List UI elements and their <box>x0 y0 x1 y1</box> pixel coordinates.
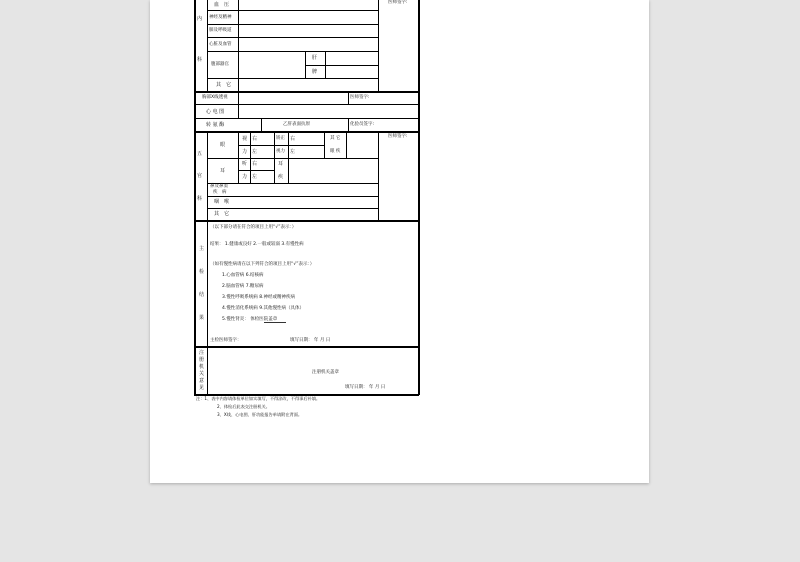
five-senses-signature: 医师签字: <box>388 134 408 139</box>
label-eye: 眼 <box>220 142 226 148</box>
label-ear-disease-1: 耳 <box>278 161 284 167</box>
chronic-item-4: 4.慢性消化系统病 9.其他慢性病（具体） <box>222 306 305 311</box>
lab-signature: 化验员签字: <box>350 122 375 127</box>
chronic-item-2: 2.脑血管病 7.糖尿病 <box>222 284 264 289</box>
label-right-ear: 右 <box>252 161 258 167</box>
five-senses-label-3: 科 <box>197 196 203 202</box>
label-other-eye-2: 眼 疾 <box>330 149 341 154</box>
chief-doctor-signature: 主检医师签字： <box>210 338 242 343</box>
label-hepatitis-b: 乙肝表面抗原 <box>283 122 310 127</box>
internal-section-label: 内 <box>197 16 203 22</box>
label-hearing-1: 听 <box>242 161 248 167</box>
registry-label-5: 意 <box>199 378 205 384</box>
conclusion-note-1: （以下部分请在符合的项目上用“√”表示：） <box>210 225 297 230</box>
label-corrected-left: 左 <box>290 149 296 155</box>
row-label-neuro: 神经及精神 <box>209 15 232 20</box>
label-ear-disease-2: 疾 <box>278 174 284 180</box>
row-label-heart: 心脏及血管 <box>209 42 232 47</box>
label-throat: 咽 喉 <box>214 199 230 205</box>
conclusion-date: 填写日期： 年 月 日 <box>290 338 331 343</box>
label-spleen: 脾 <box>312 69 318 75</box>
footnote-2: 2、体检后此表交注册机关。 <box>217 404 270 409</box>
label-other-eye-1: 其 它 <box>330 136 341 141</box>
label-left-eye: 左 <box>252 149 258 155</box>
registry-label-4: 关 <box>199 371 205 377</box>
chronic-item-1: 1.心血管病 6.结核病 <box>222 273 264 278</box>
label-vision-2: 力 <box>242 149 248 155</box>
label-nose-1: 鼻及鼻窦 <box>210 184 228 189</box>
label-hearing-2: 力 <box>242 174 248 180</box>
label-nose-2: 疾 病 <box>213 190 227 195</box>
label-vision-1: 视 <box>242 136 248 142</box>
registry-date: 填写日期： 年 月 日 <box>345 385 386 390</box>
label-corrected-1: 矫正 <box>276 136 285 141</box>
chronic-item-5: 5.慢性肾炎： 体检医院盖章 <box>222 317 278 322</box>
internal-doctor-signature: 医师签字: <box>388 0 408 5</box>
five-senses-label-1: 五 <box>197 151 203 157</box>
registry-stamp: 注册机关盖章 <box>312 370 339 375</box>
row-label-abdomen: 腹部器官 <box>211 62 229 67</box>
conclusion-label-1: 主 <box>199 246 205 252</box>
registry-label-2: 册 <box>199 357 205 363</box>
conclusion-label-2: 检 <box>199 269 205 275</box>
row-label-lungs: 肺及呼吸道 <box>209 28 232 33</box>
internal-section-label-2: 科 <box>197 57 203 63</box>
conclusion-result-line: 结果： 1.健康或良好 2.一般或较弱 3.有慢性病 <box>210 242 304 247</box>
label-ear: 耳 <box>220 168 226 174</box>
conclusion-label-4: 果 <box>199 315 205 321</box>
row-label-other: 其 它 <box>216 82 232 88</box>
conclusion-note-2: （如有慢性病请在以下列符合的项目上用“√”表示：） <box>210 262 315 267</box>
label-chest-xray: 胸部X线透视 <box>202 95 228 100</box>
label-transaminase: 转 氨 酶 <box>206 122 225 128</box>
footnote-3: 3、X线、心电图、肝功能报告单请附在背面。 <box>217 412 303 417</box>
label-left-ear: 左 <box>252 174 258 180</box>
label-liver: 肝 <box>312 55 318 61</box>
nephritis-blank-line <box>264 322 286 323</box>
row-label-blood-pressure: 血 压 <box>214 2 230 8</box>
label-corrected-right: 右 <box>290 136 296 142</box>
label-ecg: 心 电 图 <box>206 109 225 115</box>
conclusion-label-3: 结 <box>199 292 205 298</box>
xray-doctor-signature: 医师签字: <box>350 95 370 100</box>
footnote-1: 注：1、表中内容请体检单位如实填写，不得涂改，不得事后补填。 <box>196 396 321 401</box>
registry-label-1: 注 <box>199 350 205 356</box>
label-five-senses-other: 其 它 <box>214 211 230 217</box>
label-right-eye: 右 <box>252 136 258 142</box>
label-corrected-2: 视力 <box>276 149 285 154</box>
chronic-item-3: 3.慢性呼吸系统病 8.神经或精神疾病 <box>222 295 296 300</box>
five-senses-label-2: 官 <box>197 173 203 179</box>
registry-label-6: 见 <box>199 385 205 391</box>
registry-label-3: 机 <box>199 364 205 370</box>
